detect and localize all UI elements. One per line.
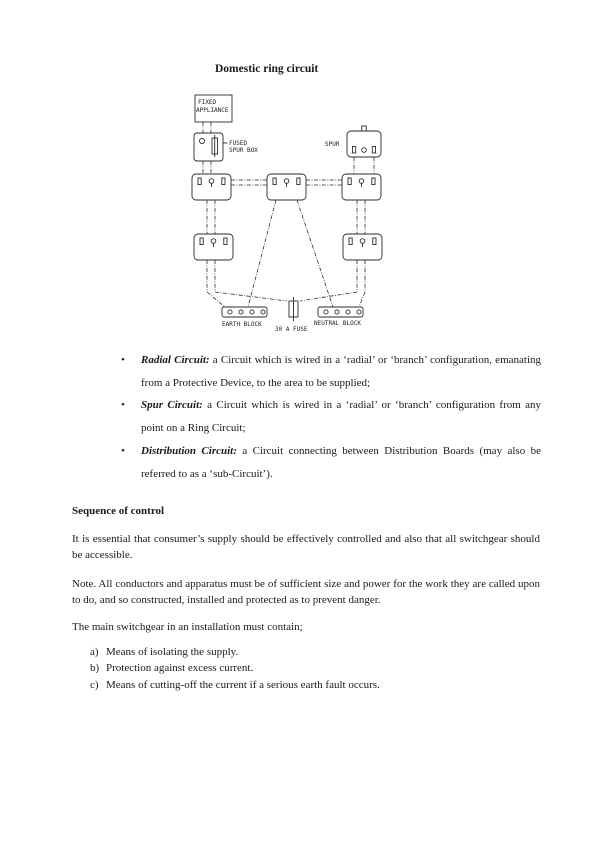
switchgear-requirements-list bbox=[72, 644, 540, 693]
list-item bbox=[120, 394, 541, 439]
list-text: Protection against excess current. bbox=[106, 662, 254, 675]
fused-spur-box bbox=[194, 133, 228, 161]
spur-socket-outlet bbox=[347, 126, 381, 157]
fuse-symbol bbox=[289, 297, 298, 321]
socket-outlet bbox=[267, 174, 306, 200]
list-item bbox=[120, 349, 541, 394]
spur-label: SPUR bbox=[325, 141, 340, 148]
bullet-icon: • bbox=[121, 444, 125, 457]
fixed-appliance-label-line2: APPLIANCE bbox=[196, 107, 229, 114]
definition-term: Spur Circuit: bbox=[141, 399, 203, 412]
circuit-definitions-list bbox=[120, 349, 541, 485]
paragraph: The main switchgear in an installation must contain; bbox=[72, 621, 303, 634]
socket-outlet bbox=[342, 174, 381, 200]
socket-outlet bbox=[194, 234, 233, 260]
definition-term: Radial Circuit: bbox=[141, 354, 210, 366]
list-item bbox=[72, 644, 540, 660]
neutral-block-label: NEUTRAL BLOCK bbox=[314, 320, 361, 327]
page-title: Domestic ring circuit bbox=[215, 63, 319, 75]
fuse-label: 30 A FUSE bbox=[275, 326, 308, 333]
bullet-icon: • bbox=[121, 354, 125, 366]
socket-outlet bbox=[343, 234, 382, 260]
list-text: Means of cutting-off the current if a serious earth fault occurs. bbox=[106, 678, 380, 691]
definition-text: a Circuit connecting between Distribution Boards (may also be referred to as a ‘sub-Circuit’). bbox=[141, 444, 541, 480]
definition-paragraph bbox=[141, 394, 541, 439]
list-marker: c) bbox=[90, 678, 99, 691]
section-heading: Sequence of control bbox=[72, 505, 165, 517]
fixed-appliance-label-line1: FIXED bbox=[198, 99, 217, 106]
bullet-icon: • bbox=[121, 399, 125, 412]
list-marker: a) bbox=[90, 646, 99, 659]
fused-spur-label-line2: SPUR BOX bbox=[229, 147, 258, 154]
list-item bbox=[72, 677, 540, 693]
definition-paragraph bbox=[141, 349, 541, 394]
ring-circuit-diagram bbox=[185, 88, 397, 340]
socket-outlet bbox=[192, 174, 231, 200]
earth-block bbox=[222, 307, 267, 317]
fused-spur-label-line1: FUSED bbox=[229, 140, 248, 147]
definition-paragraph bbox=[141, 440, 541, 485]
neutral-block bbox=[318, 307, 363, 317]
definition-text: a Circuit which is wired in a ‘radial’ or ‘branch’ configuration from any point on a Ring Circuit; bbox=[141, 399, 542, 435]
list-item bbox=[72, 660, 540, 676]
definition-text: a Circuit which is wired in a ‘radial’ or ‘branch’ configuration, emanating from a Protective Device, to the area to be supplied; bbox=[141, 354, 541, 389]
list-marker: b) bbox=[90, 662, 100, 675]
list-item bbox=[120, 440, 541, 485]
list-text: Means of isolating the supply. bbox=[106, 646, 239, 659]
paragraph: It is essential that consumer’s supply should be effectively controlled and also that all switchgear should be accessible. bbox=[72, 533, 540, 562]
earth-block-label: EARTH BLOCK bbox=[222, 321, 262, 328]
paragraph: Note. All conductors and apparatus must be of sufficient size and power for the work they are called upon to do, and so constructed, installed and protected as to prevent danger. bbox=[72, 577, 540, 606]
sequence-of-control-section bbox=[72, 503, 540, 693]
definition-term: Distribution Circuit: bbox=[141, 444, 237, 457]
